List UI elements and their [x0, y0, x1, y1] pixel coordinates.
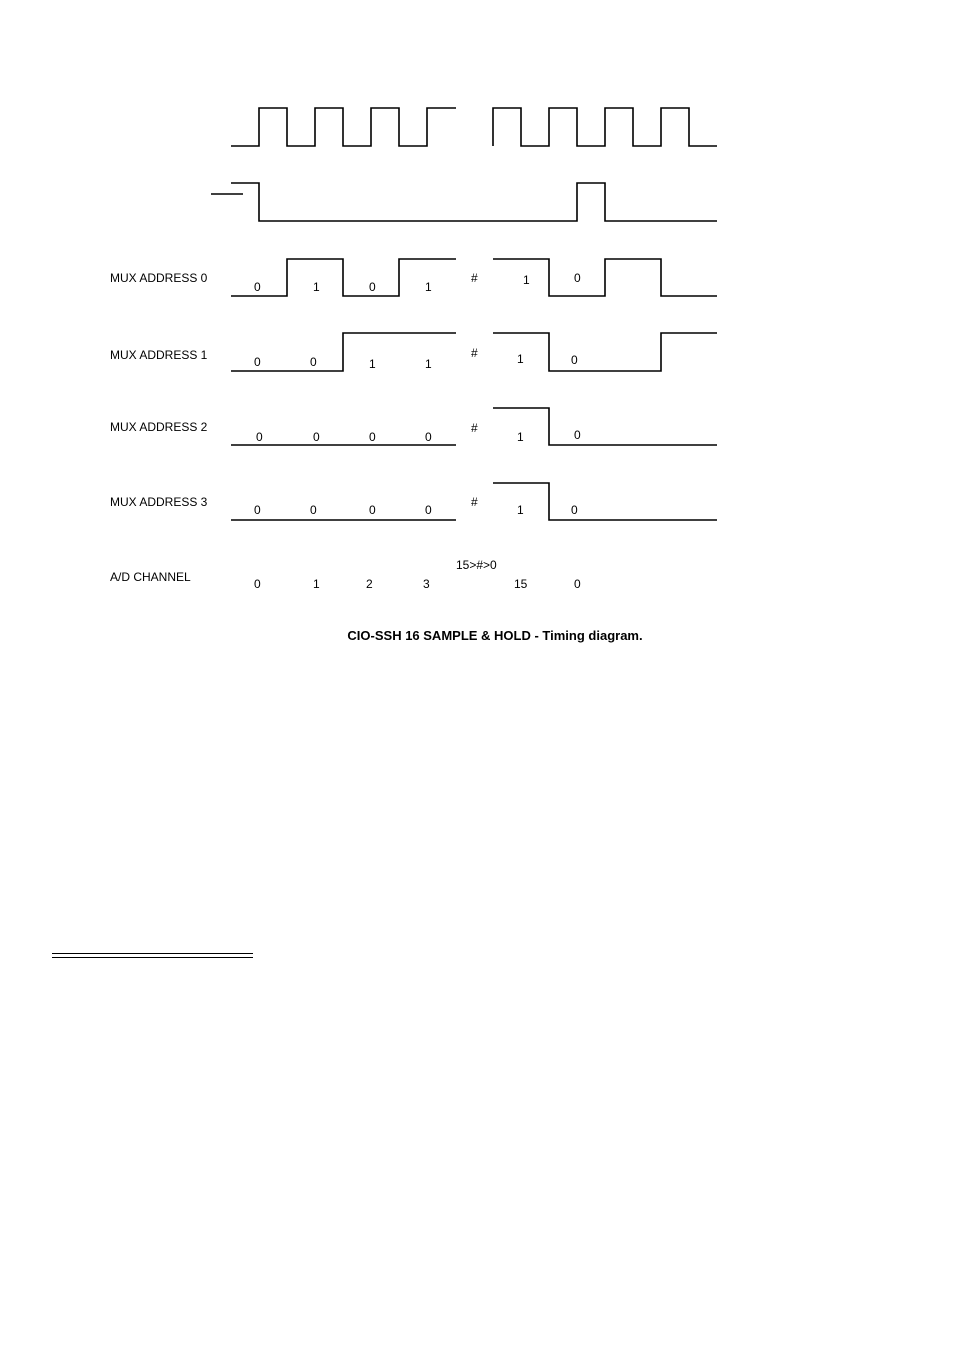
bit-value: 0	[313, 430, 320, 444]
bit-value: 0	[369, 280, 376, 294]
bit-value: 0	[256, 430, 263, 444]
bit-value: 0	[369, 430, 376, 444]
signal-label: MUX ADDRESS 1	[110, 348, 208, 362]
bit-value: 0	[574, 428, 581, 442]
bit-value: 1	[517, 430, 524, 444]
bit-value: 0	[574, 271, 581, 285]
bit-value: #	[471, 495, 478, 509]
bit-value: 0	[425, 430, 432, 444]
bit-value: 1	[517, 352, 524, 366]
bit-value: 0	[571, 503, 578, 517]
diagram-caption: CIO-SSH 16 SAMPLE & HOLD - Timing diagram.	[347, 628, 643, 643]
bit-value: 1	[313, 280, 320, 294]
bit-value: 0	[254, 355, 261, 369]
bit-value: #	[471, 421, 478, 435]
bit-value: 1	[369, 357, 376, 371]
signal-label: MUX ADDRESS 0	[110, 271, 208, 285]
bit-value: 0	[254, 503, 261, 517]
channel-value: 0	[574, 577, 581, 591]
clock-waveform	[231, 108, 717, 146]
bit-value: 1	[523, 273, 530, 287]
ad-channel-label: A/D CHANNEL	[110, 570, 191, 584]
channel-value: 3	[423, 577, 430, 591]
bit-value: 0	[571, 353, 578, 367]
signal-label: MUX ADDRESS 2	[110, 420, 208, 434]
bit-value: 0	[254, 280, 261, 294]
bit-value: 0	[425, 503, 432, 517]
channel-value: 15	[514, 577, 528, 591]
mux-address-3-row	[110, 483, 717, 520]
channel-value: 2	[366, 577, 373, 591]
signal-label: MUX ADDRESS 3	[110, 495, 208, 509]
bit-value: 0	[369, 503, 376, 517]
bit-value: 1	[425, 357, 432, 371]
channel-value: 0	[254, 577, 261, 591]
bit-value: #	[471, 271, 478, 285]
bit-value: #	[471, 346, 478, 360]
mux-address-2-row	[110, 408, 717, 445]
ad-channel-range-note: 15>#>0	[456, 558, 497, 572]
footnote-divider	[52, 953, 253, 958]
ad-channel-row	[110, 558, 581, 591]
channel-value: 1	[313, 577, 320, 591]
mux-address-0-row	[110, 259, 717, 296]
bit-value: 0	[310, 355, 317, 369]
sample-hold-waveform	[211, 183, 717, 221]
bit-value: 1	[425, 280, 432, 294]
mux-address-1-row	[110, 333, 717, 371]
bit-value: 0	[310, 503, 317, 517]
bit-value: 1	[517, 503, 524, 517]
